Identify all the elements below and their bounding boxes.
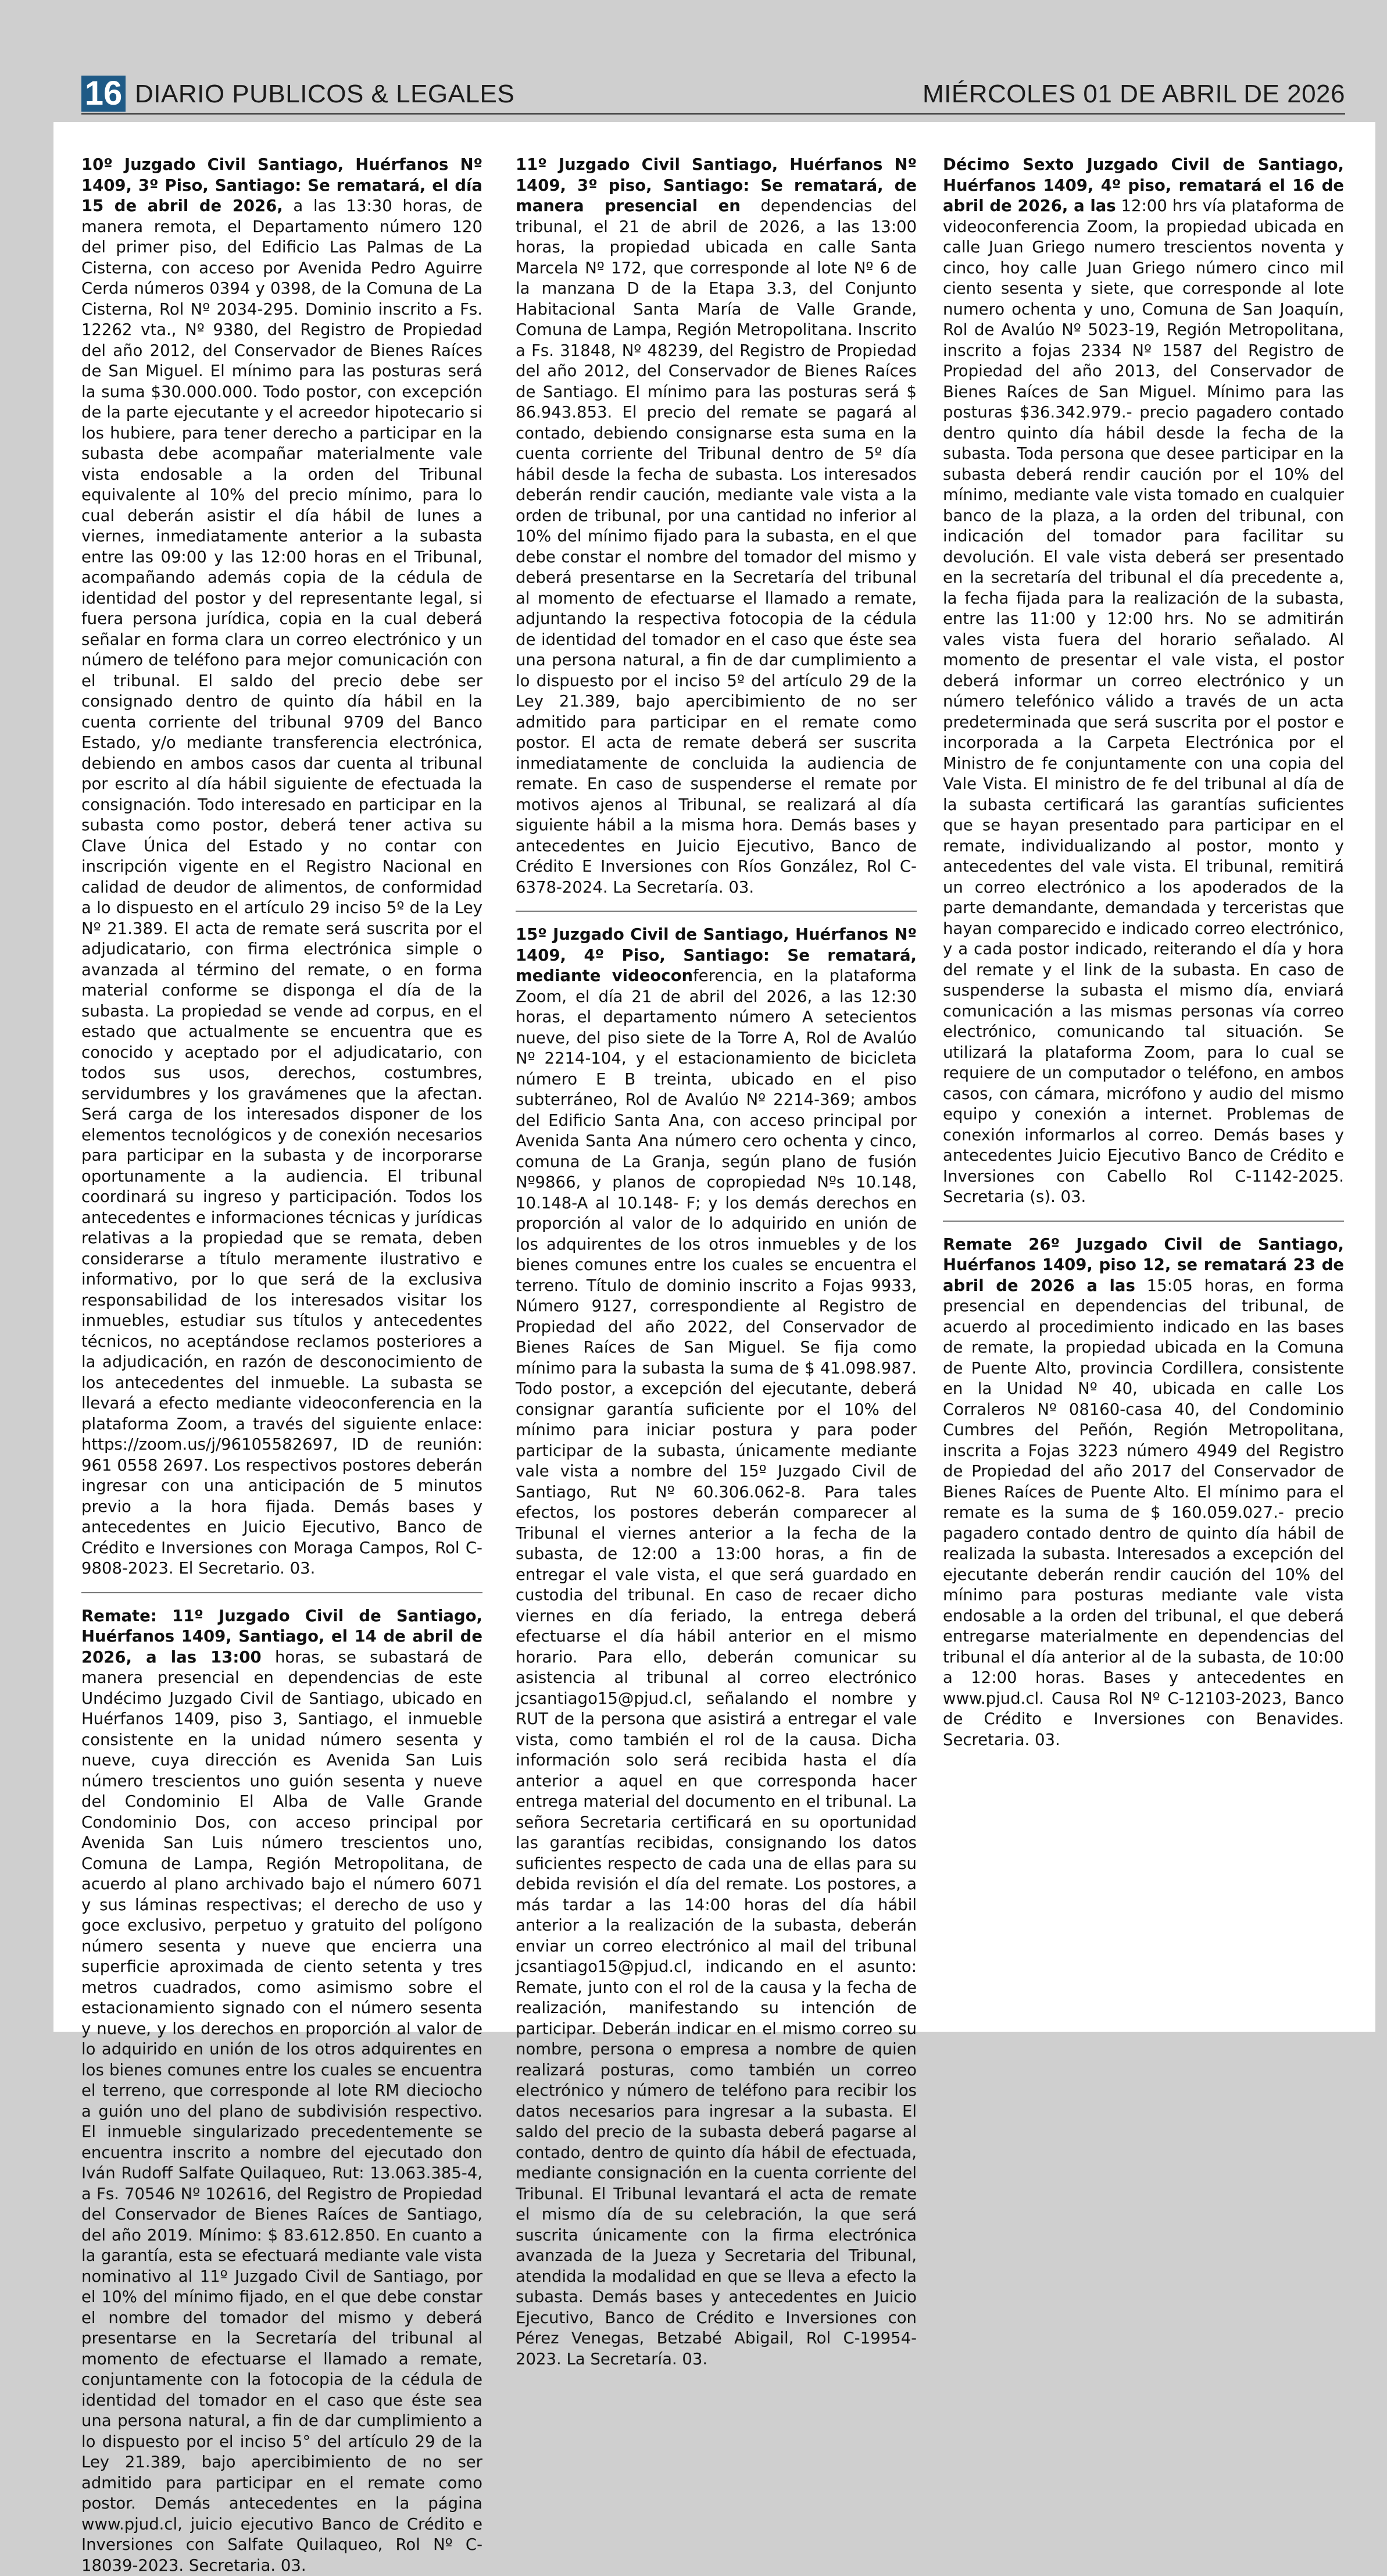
column-1 <box>81 155 482 2576</box>
publication-name: DIARIO PUBLICOS & LEGALES <box>135 78 514 110</box>
notice-body: a las 13:30 horas, de manera remota, el Departamento número 120 del primer piso, del Edificio Las Palmas de La Cisterna, con acceso por Avenida Pedro Aguirre Cerda números 0394 y 0398, de la Comuna de La Cisterna, Rol Nº 2034-295. Dominio inscrito a Fs. 12262 vta., Nº 9380, del Registro de Propiedad del año 2012, del Conservador de Bienes Raíces de San Miguel. El mínimo para las posturas será la suma $30.000.000. Todo postor, con excepción de la parte ejecutante y el acreedor hipotecario si los hubiere, para tener derecho a participar en la subasta debe acompañar materialmente vale vista endosable a la orden del Tribunal equivalente al 10% del precio mínimo, para lo cual deberán asistir el día hábil de lunes a viernes, inmediatamente anterior a la subasta entre las 09:00 y las 12:00 horas en el Tribunal, acompañando además copia de la cédula de identidad del postor y del representante legal, si fuera persona jurídica, copia en la cual deberá señalar en forma clara un correo electrónico y un número de teléfono para mejor comunicación con el tribunal. El saldo del precio debe ser consignado dentro de quinto día hábil en la cuenta corriente del tribunal 9709 del Banco Estado, y/o mediante transferencia electrónica, debiendo en ambos casos dar cuenta al tribunal por escrito al día hábil siguiente de efectuada la consignación. Todo interesado en participar en la subasta como postor, deberá tener activa su Clave Única del Estado y no contar con inscripción vigente en el Registro Nacional en calidad de deudor de alimentos, de conformidad a lo dispuesto en el artículo 29 inciso 5º de la Ley Nº 21.389. El acta de remate será suscrita por el adjudicatario, con firma electrónica simple o avanzada al término del remate, o en forma material conforme se disponga el día de la subasta. La propiedad se vende ad corpus, en el estado que actualmente se encuentra que es conocido y aceptado por el adjudicatario, con todos sus usos, derechos, costumbres, servidumbres y los gravámenes que la afectan. Será carga de los interesados disponer de los elementos tecnológicos y de conexión necesarios para participar en la subasta y de incorporarse oportunamente a la audiencia. El tribunal coordinará su ingreso y participación. Todos los antecedentes e informaciones técnicas y jurídicas relativas a la propiedad que se remata, deben considerarse a título meramente ilustrativo e informativo, por lo que será de la exclusiva responsabilidad de los interesados visitar los inmuebles, estudiar sus títulos y antecedentes técnicos, no aceptándose reclamos posteriores a la adjudicación, en razón de desconocimiento de los antecedentes del inmueble. La subasta se llevará a efecto mediante videoconferencia en la plataforma Zoom, a través del siguiente enlace: https://zoom.us/j/96105582697, ID de reunión: 961 0558 2697. Los respectivos postores deberán ingresar con una anticipación de 5 minutos previo a la hora fijada. Demás bases y antecedentes en Juicio Ejecutivo, Banco de Crédito e Inversiones con Moraga Campos, Rol C-9808-2023. El Secretario. 03. <box>81 197 482 1578</box>
notice-heading: Remate 26º Juzgado Civil de Santiago, Huérfanos 1409, piso 12, se rematará 23 de abril de 2026 a las <box>943 1235 1344 1295</box>
column-3 <box>943 155 1344 1750</box>
notice-body: ferencia, en la plataforma Zoom, el día 21 de abril del 2026, a las 12:30 horas, el departamento número A setecientos nueve, del piso siete de la Torre A, Rol de Avalúo Nº 2214-104, y el estacionamiento de bicicleta número E B treinta, ubicado en el piso subterráneo, Rol de Avalúo Nº 2214-369; ambos del Edificio Santa Ana, con acceso principal por Avenida Santa Ana número cero ochenta y cinco, comuna de La Granja, según plano de fusión Nº9866, y planos de copropiedad Nºs 10.148, 10.148-A al 10.148- F; y los demás derechos en proporción al valor de lo adquirido en unión de los adquirentes de los otros inmuebles y de los bienes comunes entre los cuales se encuentra el terreno. Título de dominio inscrito a Fojas 9933, Número 9127, correspondiente al Registro de Propiedad del año 2022, del Conservador de Bienes Raíces de San Miguel. Se fija como mínimo para la subasta la suma de $ 41.098.987. Todo postor, a excepción del ejecutante, deberá consignar garantía suficiente por el 10% del mínimo para iniciar postura y para poder participar de la subasta, únicamente mediante vale vista a nombre del 15º Juzgado Civil de Santiago, Rut Nº 60.306.062-8. Para tales efectos, los postores deberán comparecer al Tribunal el viernes anterior a la fecha de la subasta, de 12:00 a 13:00 horas, a fin de entregar el vale vista, el que será guardado en custodia del tribunal. En caso de recaer dicho viernes en día feriado, la entrega deberá efectuarse el día hábil anterior en el mismo horario. Para ello, deberán comunicar su asistencia al tribunal al correo electrónico jcsantiago15@pjud.cl, señalando el nombre y RUT de la persona que asistirá a entregar el vale vista, como también el rol de la causa. Dicha información solo será recibida hasta el día anterior a aquel en que corresponda hacer entrega material del documento en el tribunal. La señora Secretaria certificará en su oportunidad las garantías recibidas, consignando los datos suficientes respecto de cada una de ellas para su debida revisión el día del remate. Los postores, a más tardar a las 14:00 horas del día hábil anterior a la realización de la subasta, deberán enviar un correo electrónico al mail del tribunal jcsantiago15@pjud.cl, indicando en el asunto: Remate, junto con el rol de la causa y la fecha de realización, manifestando su intención de participar. Deberán indicar en el mismo correo su nombre, persona o empresa a nombre de quien realizará posturas, como también un correo electrónico y número de teléfono para recibir los datos necesarios para ingresar a la subasta. El saldo del precio de la subasta deberá pagarse al contado, dentro de quinto día hábil de efectuada, mediante consignación en la cuenta corriente del Tribunal. El Tribunal levantará el acta de remate el mismo día de su celebración, la que será suscrita únicamente con la firma electrónica avanzada de la Jueza y Secretaria del Tribunal, atendida la modalidad en que se lleva a efecto la subasta. Demás bases y antecedentes en Juicio Ejecutivo, Banco de Crédito e Inversiones con Pérez Venegas, Betzabé Abigail, Rol C-19954-2023. La Secretaría. 03. <box>516 966 917 2368</box>
legal-notice-11-juzgado-presencial <box>516 155 917 898</box>
page-sheet <box>53 122 1375 2032</box>
notice-heading: Décimo Sexto Juzgado Civil de Santiago, Huérfanos 1409, 4º piso, rematará el 16 de abril de 2026, a las <box>943 155 1344 215</box>
publication-date: MIÉRCOLES 01 DE ABRIL DE 2026 <box>923 78 1345 110</box>
notice-divider <box>943 1221 1344 1222</box>
legal-notice-16-juzgado <box>943 155 1344 1208</box>
page-number: 16 <box>81 76 126 112</box>
notice-body: dependencias del tribunal, el 21 de abril de 2026, a las 13:00 horas, la propiedad ubicada en calle Santa Marcela Nº 172, que corresponde al lote Nº 6 de la manzana D de la Etapa 3.3, del Conjunto Habitacional Santa María de Valle Grande, Comuna de Lampa, Región Metropolitana. Inscrito a Fs. 31848, Nº 48239, del Registro de Propiedad del año 2012, del Conservador de Bienes Raíces de Santiago. El mínimo para las posturas será $ 86.943.853. El precio del remate se pagará al contado, debiendo consignarse esta suma en la cuenta corriente del Tribunal dentro de 5º día hábil desde la fecha de subasta. Los interesados deberán rendir caución, mediante vale vista a la orden de tribunal, por una cantidad no inferior al 10% del mínimo fijado para la subasta, en el que debe constar el nombre del tomador del mismo y deberá presentarse en la Secretaría del tribunal al momento de efectuarse el llamado a remate, adjuntando la respectiva fotocopia de la cédula de identidad del tomador en el caso que éste sea una persona natural, a fin de dar cumplimiento a lo dispuesto por el inciso 5º del artículo 29 de la Ley 21.389, bajo apercibimiento de no ser admitido para participar en el remate como postor. El acta de remate deberá ser suscrita inmediatamente de concluida la audiencia de remate. En caso de suspenderse el remate por motivos ajenos al Tribunal, se realizará al día siguiente hábil a la misma hora. Demás bases y antecedentes en Juicio Ejecutivo, Banco de Crédito E Inversiones con Ríos González, Rol C-6378-2024. La Secretaría. 03. <box>516 197 917 897</box>
legal-notice-15-juzgado <box>516 925 917 2370</box>
legal-notice-26-juzgado <box>943 1235 1344 1751</box>
notice-divider <box>81 1592 482 1593</box>
notice-heading: 10º Juzgado Civil Santiago, Huérfanos Nº 1409, 3º Piso, Santiago: Se rematará, el día 15 de abril de 2026, <box>81 155 482 215</box>
header-rule <box>81 113 1345 115</box>
notice-heading: 15º Juzgado Civil de Santiago, Huérfanos Nº 1409, 4º Piso, Santiago: Se rematará, mediante videocon <box>516 925 917 985</box>
notice-body: horas, se subastará de manera presencial en dependencias de este Undécimo Juzgado Civil de Santiago, ubicado en Huérfanos 1409, piso 3, Santiago, el inmueble consistente en la unidad número sesenta y nueve, cuya dirección es Avenida San Luis número trescientos uno guión sesenta y nueve del Condominio El Alba de Valle Grande Condominio Dos, con acceso principal por Avenida San Luis número trescientos uno, Comuna de Lampa, Región Metropolitana, de acuerdo al plano archivado bajo el número 6071 y sus láminas respectivas; el derecho de uso y goce exclusivo, perpetuo y gratuito del polígono número sesenta y nueve que encierra una superficie aproximada de ciento setenta y tres metros cuadrados, como asimismo sobre el estacionamiento signado con el número sesenta y nueve, y los derechos en proporción al valor de lo adquirido en unión de los otros adquirentes en los bienes comunes entre los cuales se encuentra el terreno, que corresponde al lote RM dieciocho a guión uno del plano de subdivisión respectivo. El inmueble singularizado precedentemente se encuentra inscrito a nombre del ejecutado don Iván Rudoff Salfate Quilaqueo, Rut: 13.063.385-4, a Fs. 70546 Nº 102616, del Registro de Propiedad del Conservador de Bienes Raíces de Santiago, del año 2019. Mínimo: $ 83.612.850. En cuanto a la garantía, esta se efectuará mediante vale vista nominativo al 11º Juzgado Civil de Santiago, por el 10% del mínimo fijado, en el que debe constar el nombre del tomador del mismo y deberá presentarse en la Secretaría del tribunal al momento de efectuarse el llamado a remate, conjuntamente con la fotocopia de la cédula de identidad del tomador en el caso que éste sea una persona natural, a fin de dar cumplimiento a lo dispuesto por el inciso 5° del artículo 29 de la Ley 21.389, bajo apercibimiento de no ser admitido para participar en el remate como postor. Demás antecedentes en la página www.pjud.cl, juicio ejecutivo Banco de Crédito e Inversiones con Salfate Quilaqueo, Rol Nº C-18039-2023. Secretaria. 03. <box>81 1648 482 2575</box>
legal-notice-11-juzgado-remate <box>81 1606 482 2576</box>
legal-notice-10-juzgado <box>81 155 482 1579</box>
notice-divider <box>516 911 917 912</box>
notice-heading: Remate: 11º Juzgado Civil de Santiago, Huérfanos 1409, Santiago, el 14 de abril de 2026, a las 13:00 <box>81 1607 482 1667</box>
page-header <box>0 0 1387 120</box>
notice-body: 12:00 hrs vía plataforma de videoconferencia Zoom, la propiedad ubicada en calle Juan Griego numero trescientos noventa y cinco, hoy calle Juan Griego número cinco mil ciento sesenta y siete, que corresponde al lote numero ochenta y uno, Comuna de San Joaquín, Rol de Avalúo Nº 5023-19, Región Metropolitana, inscrito a fojas 2334 Nº 1587 del Registro de Propiedad del año 2013, del Conservador de Bienes Raíces de San Miguel. Mínimo para las posturas $36.342.979.- precio pagadero contado dentro quinto día hábil desde la fecha de la subasta. Toda persona que desee participar en la subasta deberá rendir caución por el 10% del mínimo, mediante vale vista tomado en cualquier banco de la plaza, a la orden del tribunal, con indicación del tomador para facilitar su devolución. El vale vista deberá ser presentado en la secretaría del tribunal el día precedente a, la fecha fijada para la realización de la subasta, entre las 11:00 y 12:00 hrs. No se admitirán vales vista fuera del horario señalado. Al momento de presentar el vale vista, el postor deberá informar un correo electrónico y un número telefónico válido a través de un acta predeterminada que será suscrita por el postor e incorporada a la Carpeta Electrónica por el Ministro de fe conjuntamente con una copia del Vale Vista. El ministro de fe del tribunal al día de la subasta certificará las garantías suficientes que se hayan presentado para participar en el remate, individualizando al postor, monto y antecedentes del vale vista. El tribunal, remitirá un correo electrónico a los apoderados de la parte demandante, demandada y terceristas que hayan comparecido e indicado correo electrónico, y a cada postor indicado, reiterando el día y hora del remate y el link de la subasta. En caso de suspenderse la subasta el mismo día, enviará comunicación a las mismas personas vía correo electrónico, comunicando tal situación. Se utilizará la plataforma Zoom, para lo cual se requiere de un computador o teléfono, en ambos casos, con cámara, micrófono y audio del mismo equipo y conexión a internet. Problemas de conexión informarlos al correo. Demás bases y antecedentes Juicio Ejecutivo Banco de Crédito e Inversiones con Cabello Rol C-1142-2025. Secretaria (s). 03. <box>943 197 1344 1206</box>
column-2 <box>516 155 917 2370</box>
notice-body: 15:05 horas, en forma presencial en dependencias del tribunal, de acuerdo al procedimiento indicado en las bases de remate, la propiedad ubicada en la Comuna de Puente Alto, provincia Cordillera, consistente en la Unidad Nº 40, ubicada en calle Los Corraleros Nº 08160-casa 40, del Condominio Cumbres del Peñón, Región Metropolitana, inscrita a Fojas 3223 número 4949 del Registro de Propiedad del año 2017 del Conservador de Bienes Raíces de Puente Alto. El mínimo para el remate es la suma de $ 160.059.027.- precio pagadero contado dentro de quinto día hábil de realizada la subasta. Interesados a excepción del ejecutante deberán rendir caución del 10% del mínimo para posturas mediante vale vista endosable a la orden del tribunal, el que deberá entregarse materialmente en dependencias del tribunal el día anterior al de la subasta, de 10:00 a 12:00 horas. Bases y antecedentes en www.pjud.cl. Causa Rol Nº C-12103-2023, Banco de Crédito e Inversiones con Benavides. Secretaria. 03. <box>943 1276 1344 1749</box>
notice-heading: 11º Juzgado Civil Santiago, Huérfanos Nº 1409, 3º piso, Santiago: Se rematará, de manera presencial en <box>516 155 917 215</box>
